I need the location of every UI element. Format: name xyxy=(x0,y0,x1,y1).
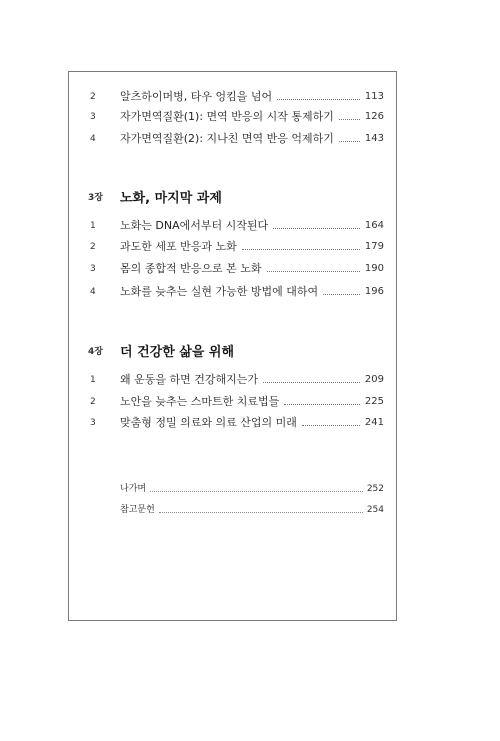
entry-number: 3 xyxy=(90,418,96,428)
toc-entry[interactable] xyxy=(88,284,384,300)
dot-leader xyxy=(242,249,360,250)
entry-page: 113 xyxy=(364,91,384,102)
entry-title: 알츠하이머병, 타우 엉킴을 넘어 xyxy=(120,90,273,103)
entry-number: 1 xyxy=(90,375,96,385)
entry-number: 4 xyxy=(90,287,96,297)
toc-entry[interactable] xyxy=(88,372,384,388)
toc-entry[interactable] xyxy=(88,261,384,277)
entry-title: 나가며 xyxy=(120,484,147,494)
entry-page: 209 xyxy=(364,374,384,385)
dot-leader xyxy=(150,491,363,492)
dot-leader xyxy=(267,271,360,272)
toc-entry[interactable] xyxy=(88,89,384,105)
toc-entry[interactable] xyxy=(88,239,384,255)
entry-page: 164 xyxy=(364,220,384,231)
entry-title: 몸의 종합적 반응으로 본 노화 xyxy=(120,262,262,275)
entry-title: 노화를 늦추는 실현 가능한 방법에 대하여 xyxy=(120,285,319,298)
entry-number: 3 xyxy=(90,264,96,274)
entry-page: 196 xyxy=(364,286,384,297)
entry-number: 2 xyxy=(90,242,96,252)
chapter-title: 더 건강한 삶을 위해 xyxy=(120,344,235,360)
dot-leader xyxy=(159,512,363,513)
dot-leader xyxy=(339,119,360,120)
entry-page: 252 xyxy=(366,484,384,494)
entry-page: 225 xyxy=(364,396,384,407)
entry-number: 2 xyxy=(90,397,96,407)
entry-title: 과도한 세포 반응과 노화 xyxy=(120,240,237,253)
entry-page: 143 xyxy=(364,133,384,144)
entry-page: 190 xyxy=(364,263,384,274)
dot-leader xyxy=(273,228,360,229)
toc-entry[interactable] xyxy=(88,415,384,431)
dot-leader xyxy=(263,382,360,383)
entry-title: 노화는 DNA에서부터 시작된다 xyxy=(120,219,269,232)
back-matter-entry[interactable] xyxy=(120,503,384,517)
entry-number: 3 xyxy=(90,112,96,122)
back-matter-entry[interactable] xyxy=(120,482,384,496)
entry-title: 자가면역질환(2): 지나친 면역 반응 억제하기 xyxy=(120,132,334,145)
entry-title: 왜 운동을 하면 건강해지는가 xyxy=(120,373,259,386)
entry-number: 2 xyxy=(90,92,96,102)
dot-leader xyxy=(284,404,360,405)
dot-leader xyxy=(339,141,360,142)
dot-leader xyxy=(302,425,360,426)
entry-number: 4 xyxy=(90,134,96,144)
chapter-heading[interactable] xyxy=(88,340,234,360)
chapter-title: 노화, 마지막 과제 xyxy=(120,190,222,206)
toc-entry[interactable] xyxy=(88,218,384,234)
entry-title: 맞춤형 정밀 의료와 의료 산업의 미래 xyxy=(120,416,297,429)
toc-entry[interactable] xyxy=(88,109,384,125)
entry-title: 참고문헌 xyxy=(120,505,155,515)
entry-page: 179 xyxy=(364,241,384,252)
entry-number: 1 xyxy=(90,221,96,231)
chapter-heading[interactable] xyxy=(88,186,222,206)
chapter-number: 3장 xyxy=(88,192,103,203)
entry-title: 자가면역질환(1): 면역 반응의 시작 통제하기 xyxy=(120,110,334,123)
entry-page: 254 xyxy=(366,505,384,515)
entry-title: 노안을 늦추는 스마트한 치료법들 xyxy=(120,395,280,408)
dot-leader xyxy=(323,294,360,295)
entry-page: 126 xyxy=(364,111,384,122)
toc-entry[interactable] xyxy=(88,131,384,147)
chapter-number: 4장 xyxy=(88,346,103,357)
dot-leader xyxy=(277,99,360,100)
toc-entry[interactable] xyxy=(88,394,384,410)
entry-page: 241 xyxy=(364,417,384,428)
